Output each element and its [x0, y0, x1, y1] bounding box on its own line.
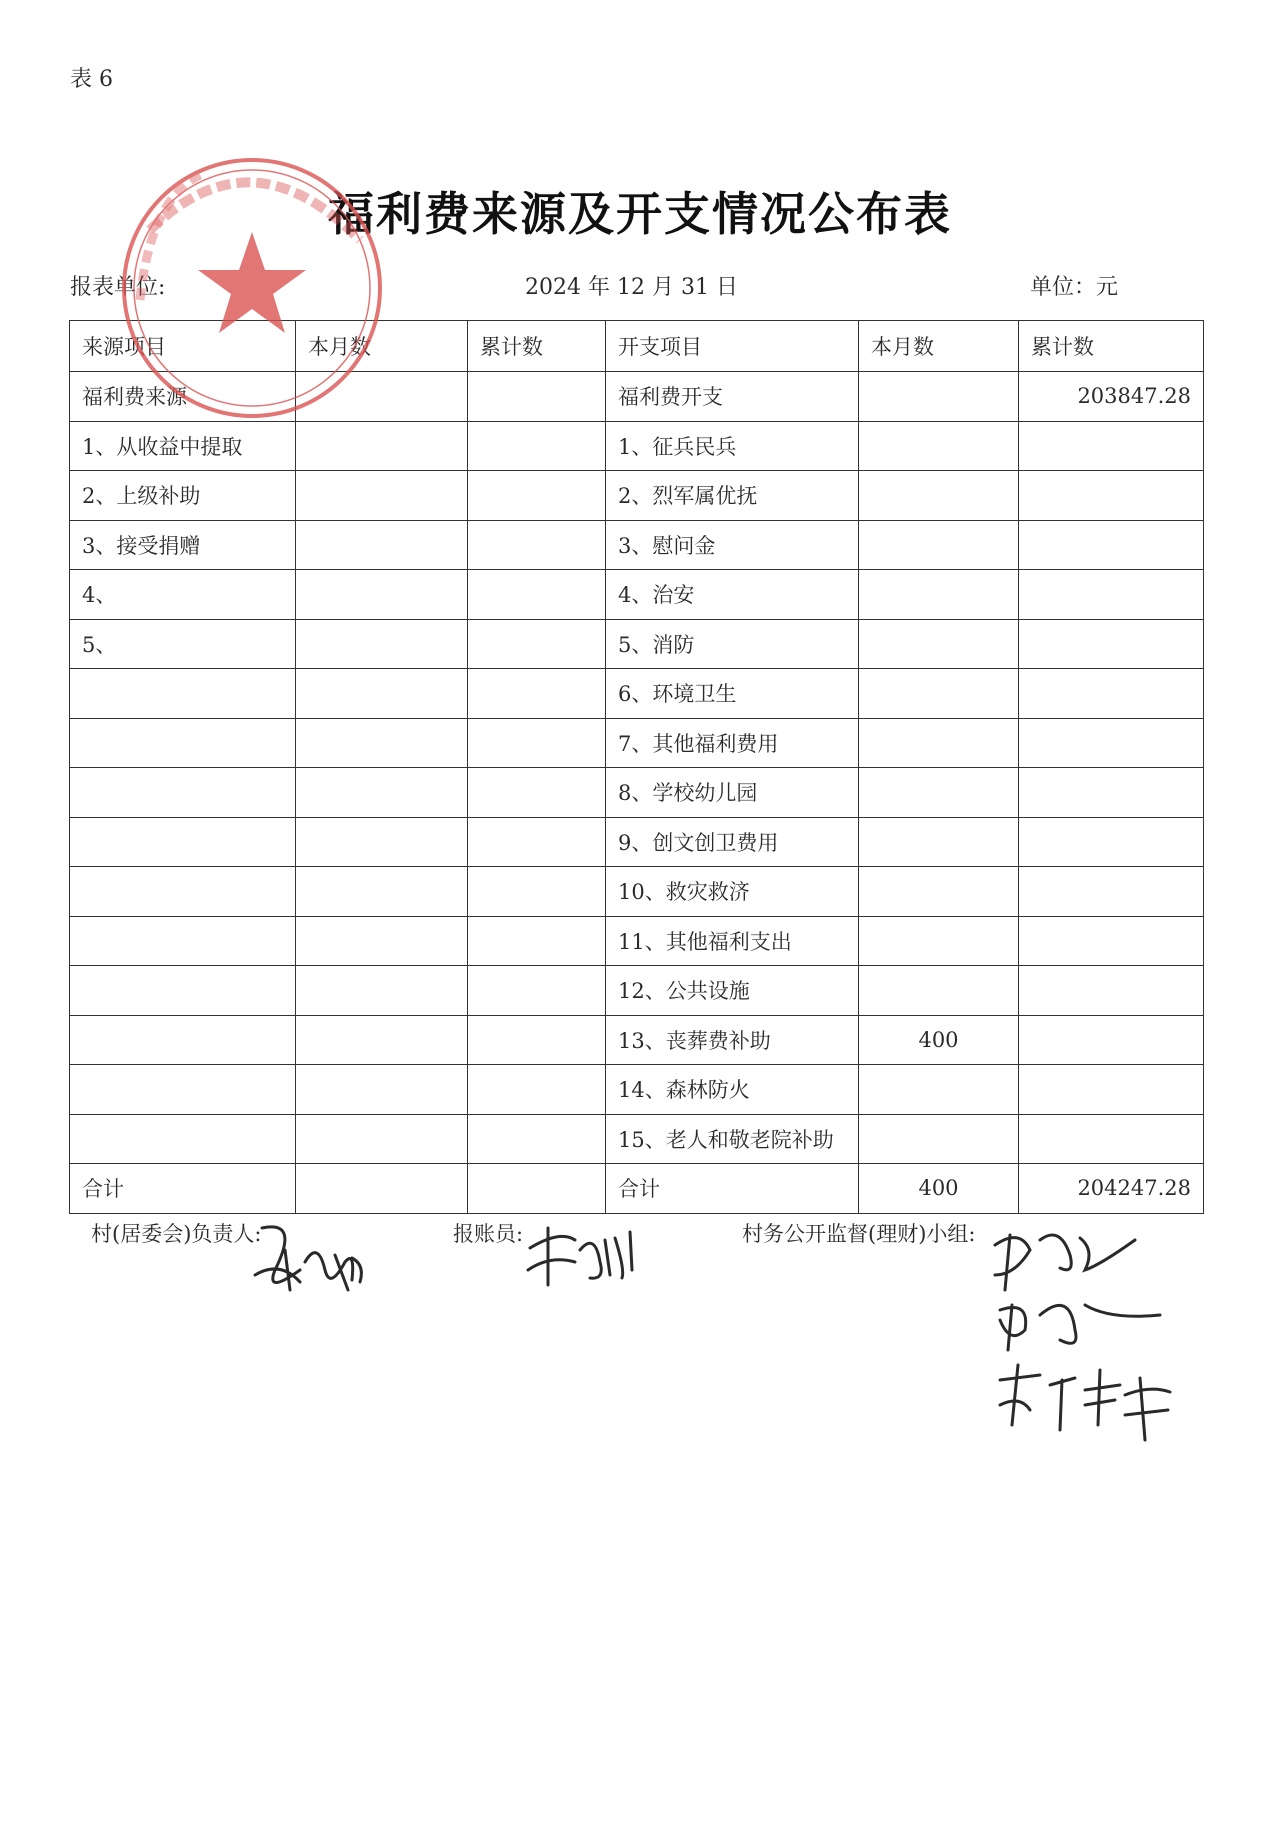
- source-item-cell: 合计: [70, 1164, 296, 1214]
- source-item-cell: 福利费来源: [70, 372, 296, 422]
- expense-month-cell: 400: [859, 1164, 1019, 1214]
- expense-item-cell: 7、其他福利费用: [606, 718, 859, 768]
- expense-item-cell: 10、救灾救济: [606, 867, 859, 917]
- source-item-cell: 2、上级补助: [70, 471, 296, 521]
- official-seal: [124, 160, 380, 416]
- supervision-signature-label: 村务公开监督(理财)小组:: [742, 1222, 976, 1246]
- leader-handwritten-signature: [255, 1227, 361, 1290]
- source-item-cell: 1、从收益中提取: [70, 421, 296, 471]
- expense-cumulative-cell: 203847.28: [1019, 372, 1204, 422]
- reporting-unit-label: 报表单位:: [70, 275, 166, 300]
- source-item-cell: 4、: [70, 570, 296, 620]
- accountant-signature-label: 报账员:: [453, 1222, 524, 1246]
- expense-item-cell: 福利费开支: [606, 372, 859, 422]
- expense-item-cell: 15、老人和敬老院补助: [606, 1114, 859, 1164]
- expense-item-header: 开支项目: [606, 321, 859, 372]
- expense-item-cell: 5、消防: [606, 619, 859, 669]
- source-cumulative-header: 累计数: [468, 321, 606, 372]
- currency-unit: 单位：元: [1030, 275, 1119, 300]
- expense-cumulative-cell: 204247.28: [1019, 1164, 1204, 1214]
- supervision-group-signatures: [995, 1235, 1170, 1440]
- source-item-header: 来源项目: [70, 321, 296, 372]
- expense-cumulative-header: 累计数: [1019, 321, 1204, 372]
- expense-month-header: 本月数: [859, 321, 1019, 372]
- expense-item-cell: 12、公共设施: [606, 966, 859, 1016]
- expense-item-cell: 8、学校幼儿园: [606, 768, 859, 818]
- expense-item-cell: 14、森林防火: [606, 1065, 859, 1115]
- expense-month-cell: 400: [859, 1015, 1019, 1065]
- leader-signature-label: 村(居委会)负责人:: [91, 1222, 262, 1246]
- page-title: 福利费来源及开支情况公布表: [328, 187, 952, 241]
- expense-item-cell: 1、征兵民兵: [606, 421, 859, 471]
- expense-item-cell: 11、其他福利支出: [606, 916, 859, 966]
- expense-item-cell: 3、慰问金: [606, 520, 859, 570]
- expense-item-cell: 13、丧葬费补助: [606, 1015, 859, 1065]
- source-item-cell: 5、: [70, 619, 296, 669]
- source-month-header: 本月数: [296, 321, 468, 372]
- document-label: 表 6: [70, 67, 113, 92]
- expense-item-cell: 6、环境卫生: [606, 669, 859, 719]
- expense-item-cell: 9、创文创卫费用: [606, 817, 859, 867]
- report-date: 2024 年 12 月 31 日: [525, 275, 738, 300]
- expense-item-cell: 2、烈军属优抚: [606, 471, 859, 521]
- seal-star-icon: [198, 232, 306, 333]
- expense-item-cell: 4、治安: [606, 570, 859, 620]
- source-item-cell: 3、接受捐赠: [70, 520, 296, 570]
- expense-item-cell: 合计: [606, 1164, 859, 1214]
- accountant-handwritten-signature: [528, 1228, 632, 1285]
